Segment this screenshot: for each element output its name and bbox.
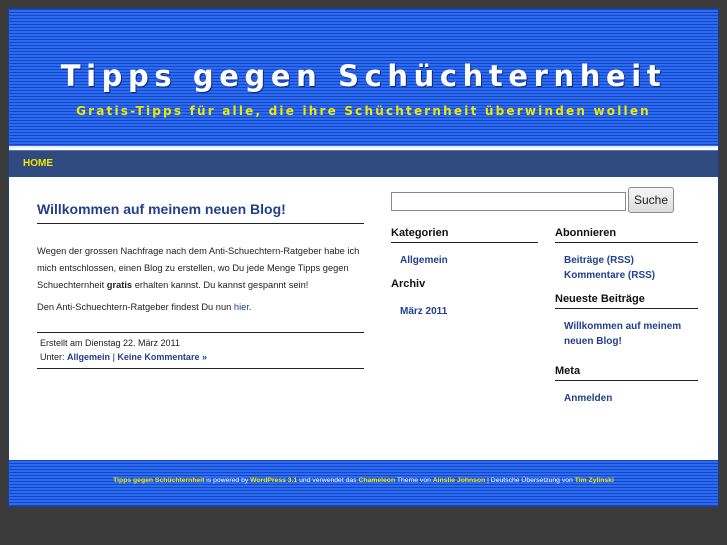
nav-home-link[interactable]: HOME <box>23 158 53 169</box>
search-button[interactable]: Suche <box>628 187 674 213</box>
post-paragraph <box>37 243 364 294</box>
category-link[interactable]: Allgemein <box>67 352 111 362</box>
meta-separator: | <box>112 352 115 362</box>
site-title[interactable]: Tipps gegen Schüchternheit <box>60 59 667 93</box>
rss-posts-link[interactable]: Beiträge (RSS) <box>564 255 635 266</box>
page <box>8 8 719 507</box>
subscribe-heading: Abonnieren <box>555 227 698 243</box>
sidebar-category-allgemein[interactable]: Allgemein <box>400 255 448 266</box>
nav-bar <box>9 150 718 177</box>
archive-heading: Archiv <box>391 278 426 290</box>
post-date: Erstellt am Dienstag 22. März 2011 <box>40 338 180 348</box>
categories-heading: Kategorien <box>391 227 538 243</box>
ratgeber-link[interactable]: hier <box>233 302 249 312</box>
footer-credits <box>9 477 718 484</box>
footer-text: | Deutsche Übersetzung von <box>485 477 575 484</box>
post-body <box>37 243 364 316</box>
footer-text: und verwendet das <box>297 477 359 484</box>
login-link[interactable]: Anmelden <box>564 393 613 404</box>
footer-theme-link[interactable]: Chameleon <box>358 477 396 484</box>
footer-text: Theme von <box>395 477 433 484</box>
post-text-bold: gratis <box>106 280 133 290</box>
post-text: Wegen der grossen Nachfrage nach dem Anti-Schuechtern-Ratgeber habe ich mich entschlossen, einen Blog zu erstellen, wo Du jede Menge Tipps gegen Schuechternheit <box>37 246 360 290</box>
post-text: . <box>248 302 252 312</box>
search-input[interactable] <box>391 192 626 211</box>
site-header <box>9 9 718 148</box>
comments-link[interactable]: Keine Kommentare » <box>117 352 207 362</box>
main-content <box>37 201 364 369</box>
recent-post-link[interactable]: Willkommen auf meinem neuen Blog! <box>564 321 682 347</box>
rss-comments-link[interactable]: Kommentare (RSS) <box>564 270 656 281</box>
recent-posts-heading: Neueste Beiträge <box>555 293 698 309</box>
post-meta <box>37 332 364 369</box>
footer-site-link[interactable]: Tipps gegen Schüchternheit <box>113 477 205 484</box>
sidebar-archive-maerz-2011[interactable]: März 2011 <box>400 306 448 317</box>
footer-translator-link[interactable]: Tim Zylinski <box>574 477 614 484</box>
site-footer <box>9 460 718 506</box>
meta-heading: Meta <box>555 365 698 381</box>
post-categories <box>40 350 361 364</box>
post-text: erhalten kannst. Du kannst gespannt sein! <box>132 280 309 290</box>
post-text: Den Anti-Schuechtern-Ratgeber findest Du nun <box>37 302 234 312</box>
post-paragraph <box>37 299 364 316</box>
footer-wordpress-link[interactable]: WordPress 3.1 <box>250 477 298 484</box>
footer-text: is powered by <box>204 477 251 484</box>
post-title[interactable]: Willkommen auf meinem neuen Blog! <box>37 201 364 224</box>
site-description: Gratis-Tipps für alle, die ihre Schüchternheit überwinden wollen <box>76 104 651 118</box>
post-under-label: Unter: <box>40 352 65 362</box>
footer-author-link[interactable]: Ainslie Johnson <box>432 477 486 484</box>
